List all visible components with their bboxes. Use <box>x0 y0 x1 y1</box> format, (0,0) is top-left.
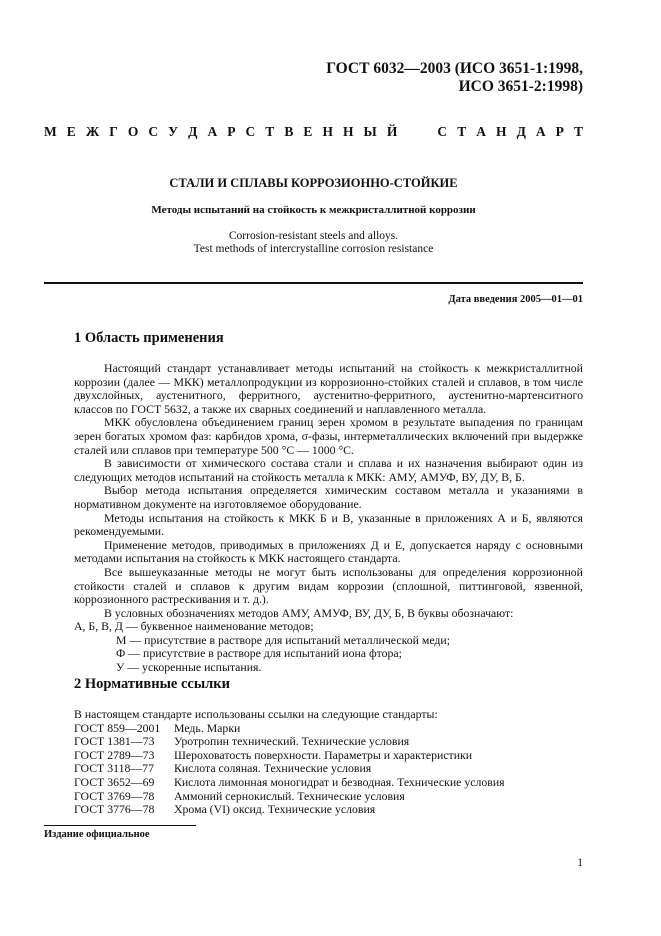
page-number: 1 <box>577 857 583 869</box>
document-code <box>326 60 583 96</box>
heading-letter: Д <box>516 124 526 139</box>
heading-letter: С <box>148 124 159 139</box>
normative-references <box>74 708 505 817</box>
reference-code: ГОСТ 859—2001 <box>74 720 161 735</box>
heading-letter: Ж <box>85 124 100 139</box>
reference-code: ГОСТ 3652—69 <box>74 774 155 789</box>
heading-letter: М <box>44 124 57 139</box>
reference-title: Шероховатость поверхности. Параметры и характеристики <box>174 747 473 762</box>
notation-item-u: У — ускоренные испытания. <box>116 660 262 675</box>
footer-divider <box>44 825 196 826</box>
notation-letters: А, Б, В, Д — буквенное наименование методов; <box>74 619 314 634</box>
reference-code: ГОСТ 3769—78 <box>74 788 155 803</box>
notation-item-m: М — присутствие в растворе для испытаний металлической меди; <box>116 632 450 647</box>
paragraph: Настоящий стандарт устанавливает методы испытаний на стойкость к межкристаллитной коррозии (далее — МКК) металлопродукции из коррозионно-стойких сталей и сплавов, в том числе двухслойных, аустенитного, ферритного, аустенитно-ферритного, аустенитно-мартенситного классов по ГОСТ 5632, а также их сварных соединений и наплавленного металла. <box>74 361 583 416</box>
paragraph: Все вышеуказанные методы не могут быть использованы для определения коррозионной стойкости сталей и сплавов к другим видам коррозии (сплошной, питтинговой, язвенной, коррозионного растрескивания и т. д.). <box>74 564 583 607</box>
reference-row <box>74 790 505 804</box>
reference-code: ГОСТ 1381—73 <box>74 734 155 749</box>
heading-letter: В <box>284 124 294 139</box>
paragraph: МКК обусловлена объединением границ зерен хромом в результате выпадения по границам зерен богатых хромом фаз: карбидов хрома, σ-фазы, интерметаллических включений при выдержке сталей или сплавов при температуре 500 °С — 1000 °С. <box>74 415 583 457</box>
heading-letter: Д <box>188 124 198 139</box>
heading-letter: Н <box>496 124 507 139</box>
official-edition-label: Издание официальное <box>44 829 150 840</box>
reference-row <box>74 735 505 749</box>
heading-letter: Т <box>457 124 467 139</box>
heading-letter: О <box>127 124 139 139</box>
standard-subtitle: Методы испытаний на стойкость к межкристаллитной коррозии <box>151 204 476 216</box>
heading-letter: Р <box>227 124 236 139</box>
section-2-heading: 2 Нормативные ссылки <box>74 676 230 692</box>
reference-title: Хрома (VI) оксид. Технические условия <box>174 802 376 817</box>
heading-letter: С <box>437 124 448 139</box>
reference-title: Кислота соляная. Технические условия <box>174 761 372 776</box>
reference-row <box>74 803 505 817</box>
english-title-line1: Corrosion-resistant steels and alloys. <box>228 230 399 242</box>
reference-title: Аммоний сернокислый. Технические условия <box>174 788 405 803</box>
paragraph: Выбор метода испытания определяется химическим составом металла и указаниями в нормативном документе на изготовляемое оборудование. <box>74 483 583 511</box>
reference-code: ГОСТ 2789—73 <box>74 747 155 762</box>
notation-item-f: Ф — присутствие в растворе для испытаний иона фтора; <box>116 646 402 661</box>
paragraph: В зависимости от химического состава стали и сплава и их назначения выбирают один из следующих методов испытаний на стойкость металла к МКК: АМУ, АМУФ, ВУ, ДУ, В, Б. <box>74 456 583 484</box>
english-title-line2: Test methods of intercrystalline corrosion resistance <box>193 243 434 255</box>
interstate-standard-heading <box>44 124 583 140</box>
section-1-heading: 1 Область применения <box>74 330 224 346</box>
paragraph: Применение методов, приводимых в приложениях Д и Е, допускается наряду с основными методами испытания на стойкость к МКК настоящего стандарта. <box>74 537 583 566</box>
paragraph: Методы испытания на стойкость к МКК Б и В, указанные в приложениях А и Б, являются рекомендуемыми. <box>74 510 583 539</box>
heading-letter: А <box>207 124 218 139</box>
english-title <box>44 230 583 256</box>
reference-row <box>74 749 505 763</box>
heading-letter: У <box>168 124 179 139</box>
reference-row <box>74 776 505 790</box>
heading-letter: Й <box>386 124 398 139</box>
heading-letter: Р <box>555 124 564 139</box>
introduction-date: Дата введения 2005—01—01 <box>448 294 583 305</box>
reference-title: Кислота лимонная моногидрат и безводная. Технические условия <box>174 774 505 789</box>
heading-letter: Т <box>573 124 583 139</box>
heading-letter: А <box>476 124 486 139</box>
references-intro: В настоящем стандарте использованы ссылки на следующие стандарты: <box>74 707 438 721</box>
word-gap <box>407 124 427 140</box>
heading-letter: Н <box>342 124 354 139</box>
reference-code: ГОСТ 3118—77 <box>74 761 154 776</box>
heading-letter: Т <box>265 124 275 139</box>
heading-letter: Ы <box>363 124 377 139</box>
reference-title: Уротропин технический. Технические условия <box>174 734 410 749</box>
heading-letter: С <box>245 124 256 139</box>
standard-title: СТАЛИ И СПЛАВЫ КОРРОЗИОННО-СТОЙКИЕ <box>169 176 458 190</box>
heading-letter: Н <box>322 124 333 139</box>
heading-letter: Г <box>109 124 118 139</box>
notation-intro: В условных обозначениях методов АМУ, АМУФ, ВУ, ДУ, Б, В буквы обозначают: <box>104 605 514 620</box>
document-code-line2: ИСО 3651-2:1998) <box>458 78 583 95</box>
document-code-line1: ГОСТ 6032—2003 (ИСО 3651-1:1998, <box>326 60 583 77</box>
header-divider <box>44 282 583 284</box>
reference-title: Медь. Марки <box>174 720 241 735</box>
heading-letter: А <box>535 124 546 139</box>
section-1-body <box>74 362 583 675</box>
heading-letter: Е <box>303 124 313 139</box>
reference-row <box>74 722 505 736</box>
reference-row <box>74 762 505 776</box>
heading-letter: Е <box>66 124 76 139</box>
reference-code: ГОСТ 3776—78 <box>74 802 155 817</box>
